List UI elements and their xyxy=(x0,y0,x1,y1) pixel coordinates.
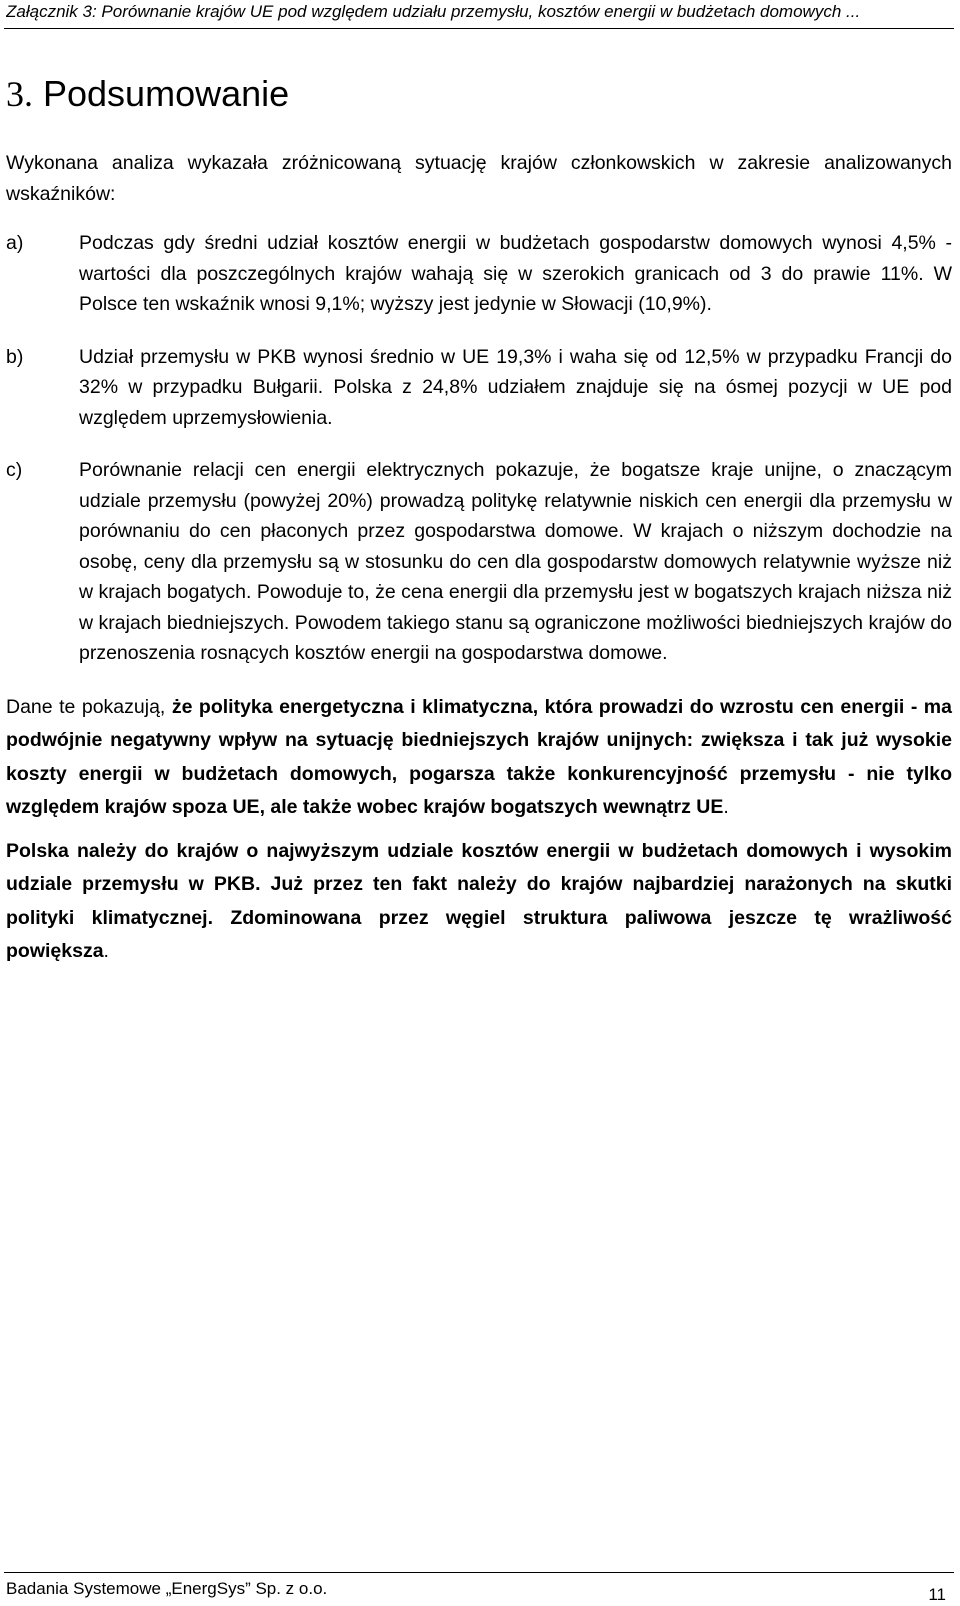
page-number: 11 xyxy=(928,1585,946,1604)
footer-rule xyxy=(4,1572,954,1573)
conclusion-1-bold: że polityka energetyczna i klimatyczna, która prowadzi do wzrostu cen energii - ma podwójnie negatywny wpływ na sytuację biedniejszych krajów unijnych: zwiększa i tak już wysokie koszty energii w budżetach domowych, pogarsza także konkurencyjność przemysłu - nie tylko względem krajów spoza UE, ale także wobec krajów bogatszych wewnątrz UE xyxy=(6,695,952,818)
list-item xyxy=(6,228,952,320)
list-item-text: Udział przemysłu w PKB wynosi średnio w UE 19,3% i waha się od 12,5% w przypadku Francji do 32% w przypadku Bułgarii. Polska z 24,8% udziałem znajduje się na ósmej pozycji w UE pod względem uprzemysłowienia. xyxy=(79,345,952,429)
header-rule xyxy=(4,28,954,29)
footer-company: Badania Systemowe „EnergSys” Sp. z o.o. xyxy=(6,1579,328,1598)
section-heading xyxy=(6,72,289,116)
intro-paragraph: Wykonana analiza wykazała zróżnicowaną sytuację krajów członkowskich w zakresie analizowanych wskaźników: xyxy=(6,152,952,205)
list-marker: a) xyxy=(6,232,24,254)
conclusion-paragraph-1 xyxy=(6,691,952,825)
running-header: Załącznik 3: Porównanie krajów UE pod względem udziału przemysłu, kosztów energii w budżetach domowych ... xyxy=(6,2,861,21)
section-title: Podsumowanie xyxy=(43,73,290,114)
conclusion-1-tail: . xyxy=(723,796,729,818)
conclusions xyxy=(6,691,952,969)
conclusion-paragraph-2 xyxy=(6,835,952,969)
list-marker: b) xyxy=(6,345,24,368)
list-item xyxy=(6,455,952,669)
list-marker: c) xyxy=(6,459,23,481)
findings-list xyxy=(6,228,952,669)
conclusion-1-lead: Dane te pokazują, xyxy=(6,695,172,718)
section-number: 3. xyxy=(6,74,33,114)
list-item xyxy=(6,342,952,434)
body-content xyxy=(6,148,952,979)
list-item-text: Podczas gdy średni udział kosztów energii w budżetach gospodarstw domowych wynosi 4,5% - wartości dla poszczególnych krajów wahają się w szerokich granicach od 3 do prawie 11%. W Polsce ten wskaźnik wnosi 9,1%; wyższy jest jedynie w Słowacji (10,9%). xyxy=(79,232,952,315)
list-item-text: Porównanie relacji cen energii elektrycznych pokazuje, że bogatsze kraje unijne, o znaczącym udziale przemysłu (powyżej 20%) prowadzą politykę relatywnie niskich cen energii dla przemysłu w porównaniu do cen płaconych przez gospodarstwa domowe. W krajach o niższym dochodzie na osobę, ceny dla przemysłu są w stosunku do cen dla gospodarstw domowych relatywnie wyższe niż w krajach bogatych. Powoduje to, że cena energii dla przemysłu jest w bogatszych krajach niższa niż w krajach biedniejszych. Powodem takiego stanu są ograniczone możliwości biedniejszych krajów do przenoszenia rosnących kosztów energii na gospodarstwa domowe. xyxy=(79,459,952,664)
conclusion-2-tail: . xyxy=(103,940,109,962)
conclusion-2-bold: Polska należy do krajów o najwyższym udziale kosztów energii w budżetach domowych i wysokim udziale przemysłu w PKB. Już przez ten fakt należy do krajów najbardziej narażonych na skutki polityki klimatycznej. Zdominowana przez węgiel struktura paliwowa jeszcze tę wrażliwość powiększa xyxy=(6,839,952,962)
